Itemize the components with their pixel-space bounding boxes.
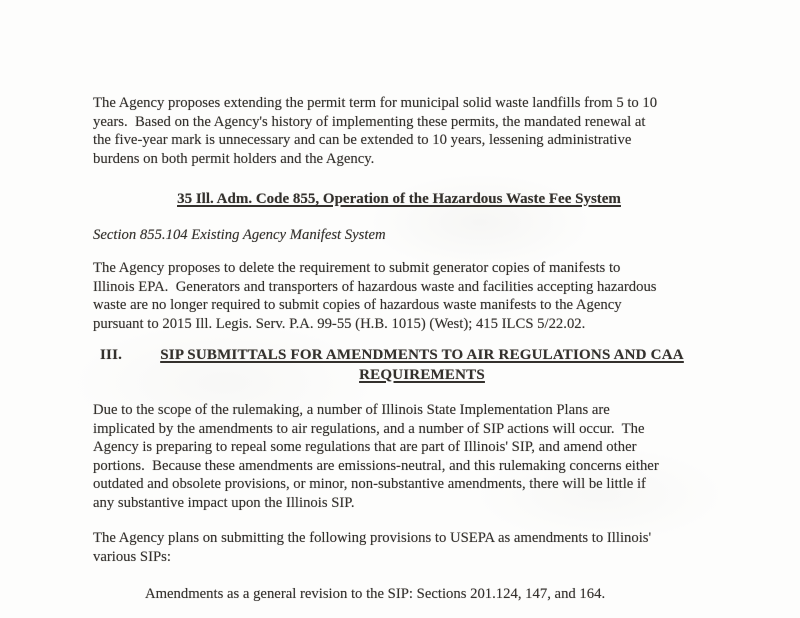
- paragraph-sip-plans: The Agency plans on submitting the following provisions to USEPA as amendments to Illinois' various SIPs:: [93, 530, 652, 565]
- paragraph-sip-scope: Due to the scope of the rulemaking, a number of Illinois State Implementation Plans are implicated by the amendments to air regulations, and a number of SIP actions will occur. The Agency is preparing to repeal some regulations that are part of Illinois' SIP, and amend other portions. Because these amendments are emissions-neutral, and this rulemaking concerns either outdated and obsolete provisions, or minor, non-substantive amendments, there will be little if any substantive impact upon the Illinois SIP.: [93, 402, 659, 511]
- heading-sip-submittals: [93, 346, 705, 385]
- list-item-sip-amendments: Amendments as a general revision to the SIP: Sections 201.124, 147, and 164.: [145, 586, 606, 602]
- heading-sip-text: SIP SUBMITTALS FOR AMENDMENTS TO AIR REGULATIONS AND CAA REQUIREMENTS: [160, 347, 684, 383]
- paragraph-permit-term: The Agency proposes extending the permit term for municipal solid waste landfills from 5 to 10 years. Based on the Agency's history of implementing these permits, the mandated renewal at the five-year mark is unnecessary and can be extended to 10 years, lessening administrative burdens on both permit holders and the Agency.: [93, 95, 658, 167]
- heading-roman-numeral: III.: [100, 347, 123, 363]
- paragraph-manifest-deletion: The Agency proposes to delete the requirement to submit generator copies of manifests to Illinois EPA. Generators and transporters of hazardous waste and facilities accepting hazardous waste are no longer required to submit copies of hazardous waste manifests to the Agency pursuant to 2015 Ill. Legis. Serv. P.A. 99-55 (H.B. 1015) (West); 415 ILCS 5/22.02.: [93, 260, 657, 332]
- section-title-855-104: Section 855.104 Existing Agency Manifest System: [93, 226, 386, 243]
- heading-code-855: 35 Ill. Adm. Code 855, Operation of the Hazardous Waste Fee System: [177, 191, 621, 207]
